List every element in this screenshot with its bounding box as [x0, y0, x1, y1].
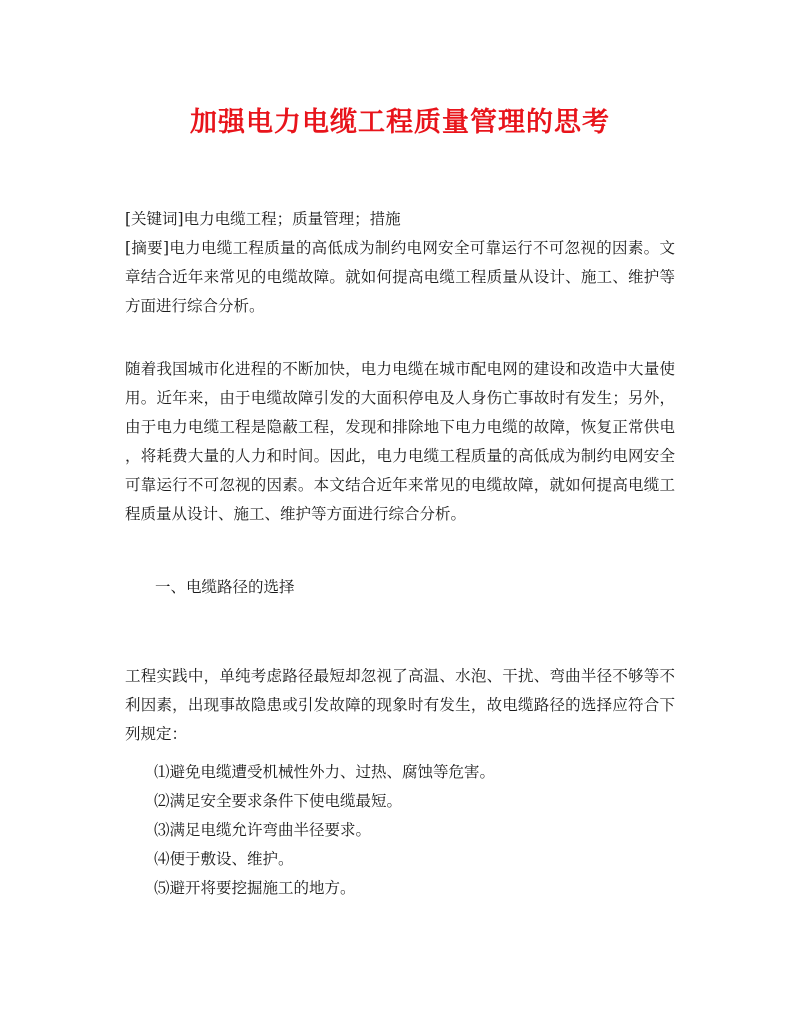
- list-item: ⑴避免电缆遭受机械性外力、过热、腐蚀等危害。: [154, 763, 496, 781]
- intro-line: 用。近年来，由于电缆故障引发的大面积停电及人身伤亡事故时有发生；另外，: [125, 389, 675, 407]
- practice-line: 列规定：: [125, 725, 188, 743]
- intro-line: ，将耗费大量的人力和时间。因此，电力电缆工程质量的高低成为制约电网安全: [125, 447, 675, 465]
- practice-line: 利因素，出现事故隐患或引发故障的现象时有发生，故电缆路径的选择应符合下: [125, 696, 675, 714]
- document-title: 加强电力电缆工程质量管理的思考: [190, 107, 610, 138]
- list-item: ⑵满足安全要求条件下使电缆最短。: [154, 792, 403, 810]
- intro-line: 可靠运行不可忽视的因素。本文结合近年来常见的电缆故障，就如何提高电缆工: [125, 476, 675, 494]
- section-heading: 一、电缆路径的选择: [155, 578, 295, 596]
- keywords-paragraph: [125, 205, 675, 234]
- list-item: ⑸避开将要挖掘施工的地方。: [154, 879, 356, 897]
- intro-line: 随着我国城市化进程的不断加快，电力电缆在城市配电网的建设和改造中大量使: [125, 360, 675, 378]
- abstract-line: [摘要]电力电缆工程质量的高低成为制约电网安全可靠运行不可忽视的因素。文: [125, 239, 675, 257]
- list-item: ⑷便于敷设、维护。: [154, 850, 294, 868]
- intro-paragraph: [125, 355, 675, 529]
- abstract-line: 方面进行综合分析。: [125, 297, 265, 315]
- practice-paragraph: [125, 662, 675, 749]
- intro-line: 由于电力电缆工程是隐蔽工程，发现和排除地下电力电缆的故障，恢复正常供电: [125, 418, 675, 436]
- abstract-line: 章结合近年来常见的电缆故障。就如何提高电缆工程质量从设计、施工、维护等: [125, 268, 675, 286]
- practice-line: 工程实践中，单纯考虑路径最短却忽视了高温、水泡、干扰、弯曲半径不够等不: [125, 667, 675, 685]
- intro-line: 程质量从设计、施工、维护等方面进行综合分析。: [125, 505, 467, 523]
- list-item: ⑶满足电缆允许弯曲半径要求。: [154, 821, 372, 839]
- keywords-line: [关键词]电力电缆工程；质量管理；措施: [125, 210, 401, 228]
- abstract-paragraph: [125, 234, 675, 321]
- requirements-list: [154, 758, 495, 903]
